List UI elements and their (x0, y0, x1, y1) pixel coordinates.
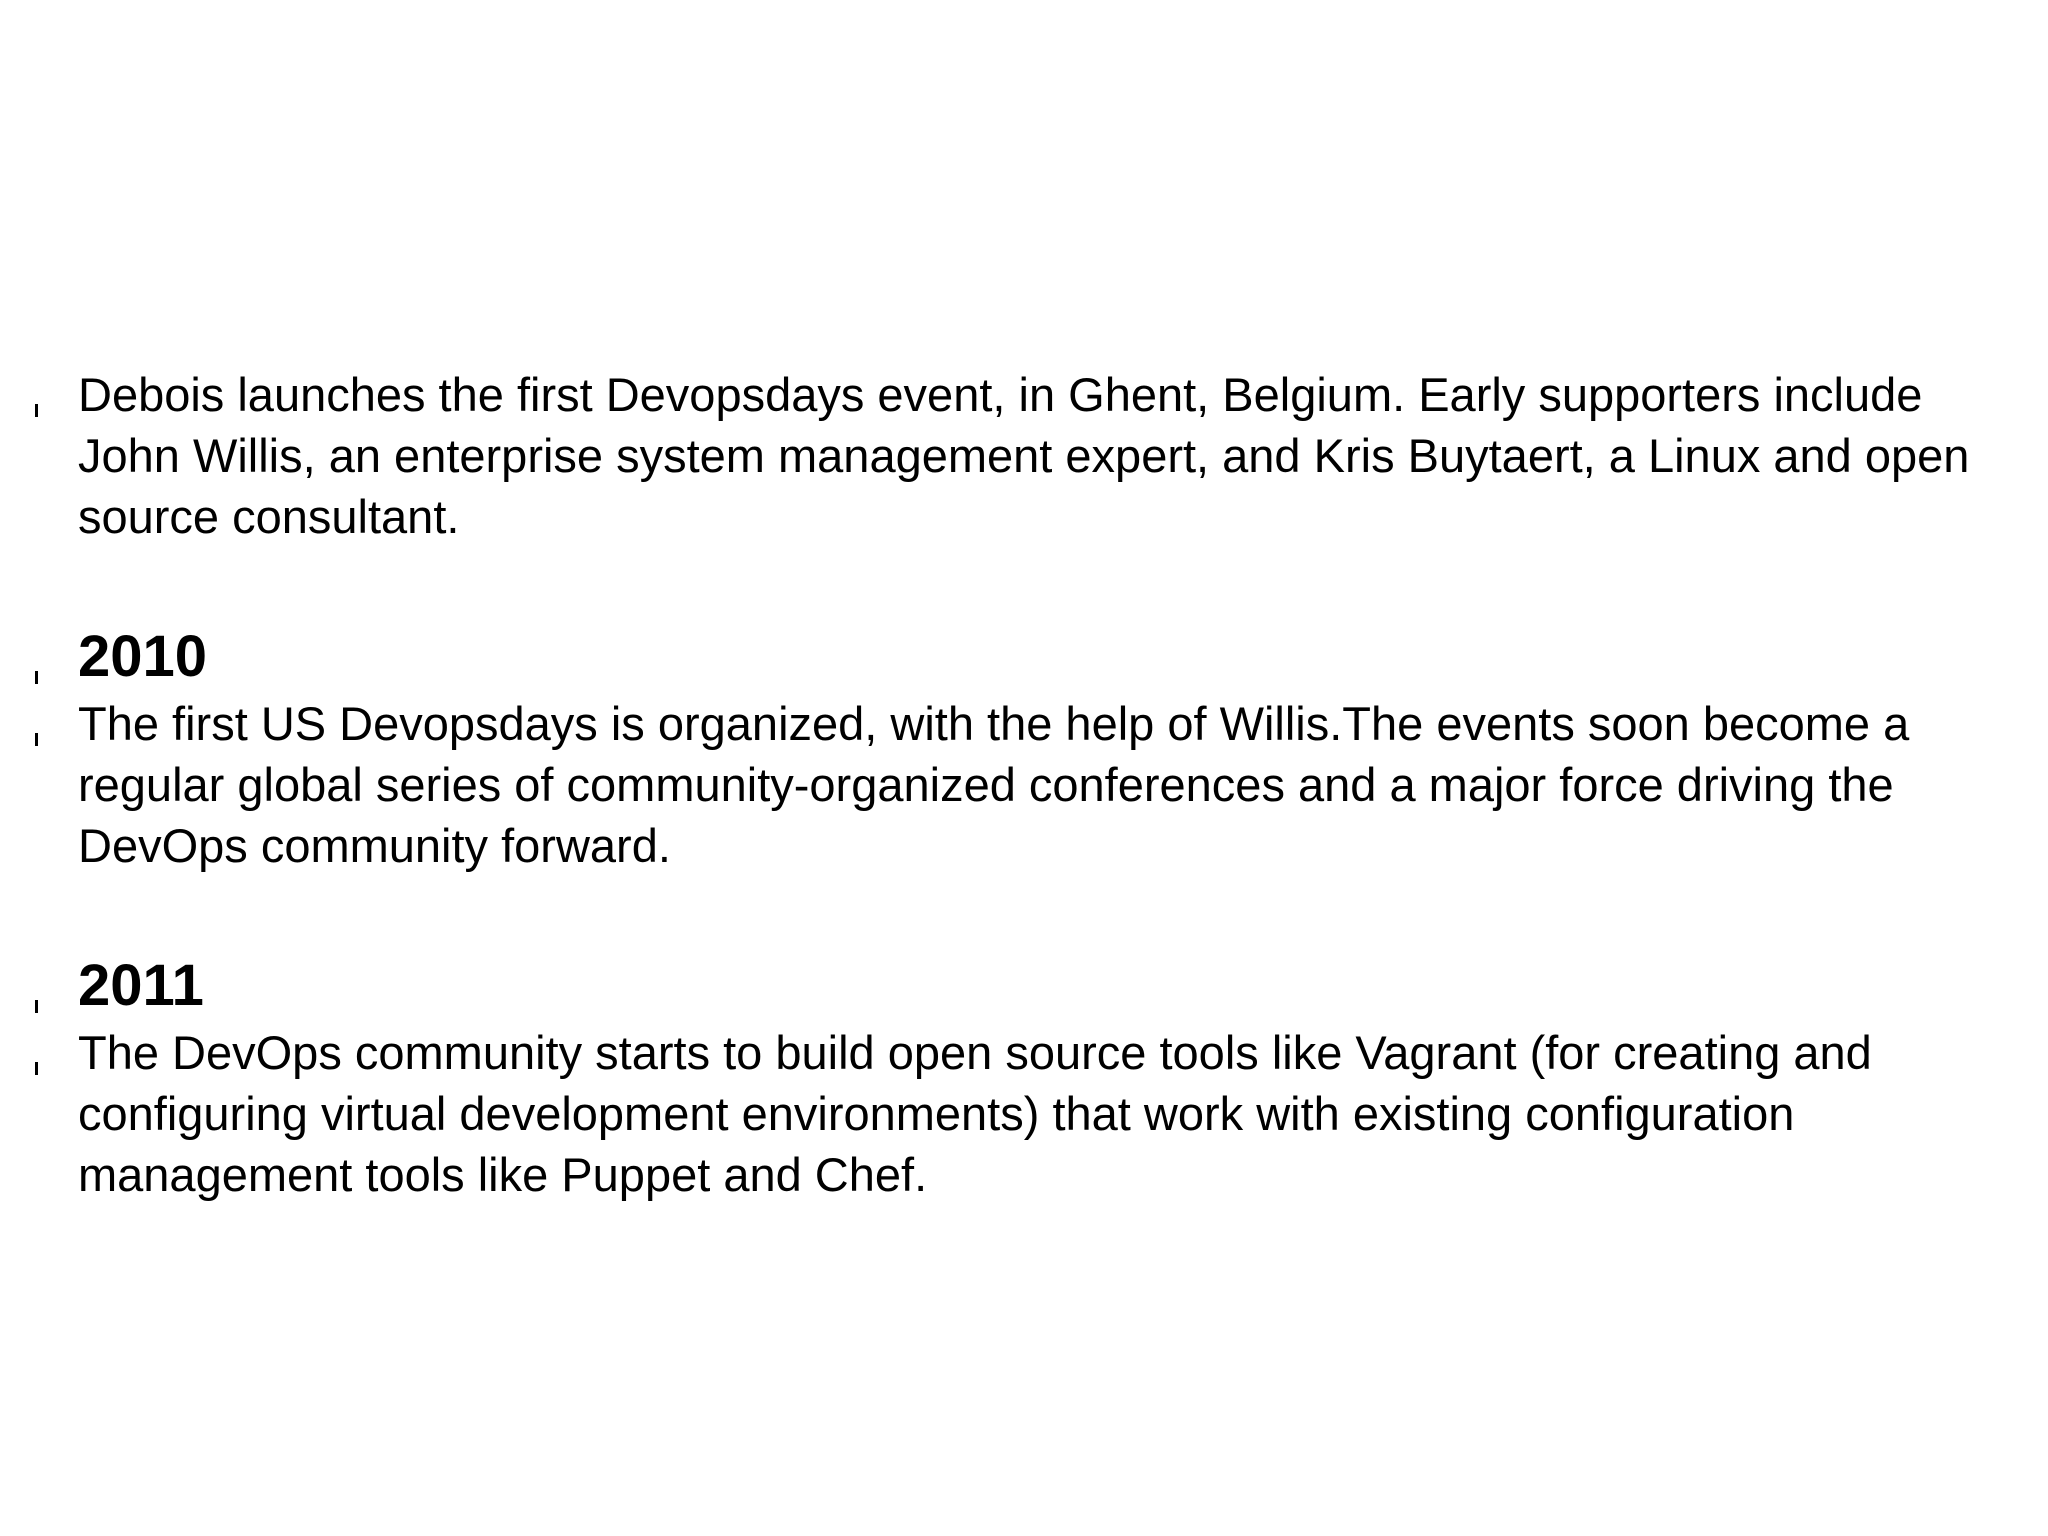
spacer (0, 547, 2048, 621)
year-heading: 2011 (78, 953, 204, 1018)
bullet-marker-icon (35, 733, 38, 746)
bullet-marker-icon (35, 404, 38, 417)
bullet-text: Debois launches the first Devopsdays event, in Ghent, Belgium. Early supporters include John Willis, an enterprise system management expert, and Kris Buytaert, a Linux and open source consultant. (78, 368, 1970, 543)
bullet-item-devopsdays-ghent (0, 364, 2048, 547)
bullet-text: The first US Devopsdays is organized, with the help of Willis.The events soon become a regular global series of community-organized conferences and a major force driving the DevOps community forward. (78, 697, 1910, 872)
bullet-item-open-source-tools (0, 1022, 2048, 1205)
year-heading: 2010 (78, 624, 208, 689)
bullet-item-year-2011 (0, 950, 2048, 1022)
bullet-list (0, 364, 2048, 1205)
bullet-item-us-devopsdays (0, 693, 2048, 876)
bullet-marker-icon (35, 1062, 38, 1075)
bullet-marker-icon (35, 671, 38, 684)
bullet-item-year-2010 (0, 621, 2048, 693)
bullet-text: The DevOps community starts to build open source tools like Vagrant (for creating and configuring virtual development environments) that work with existing configuration management tools like Puppet and Chef. (78, 1026, 1872, 1201)
bullet-marker-icon (35, 1000, 38, 1013)
spacer (0, 876, 2048, 950)
